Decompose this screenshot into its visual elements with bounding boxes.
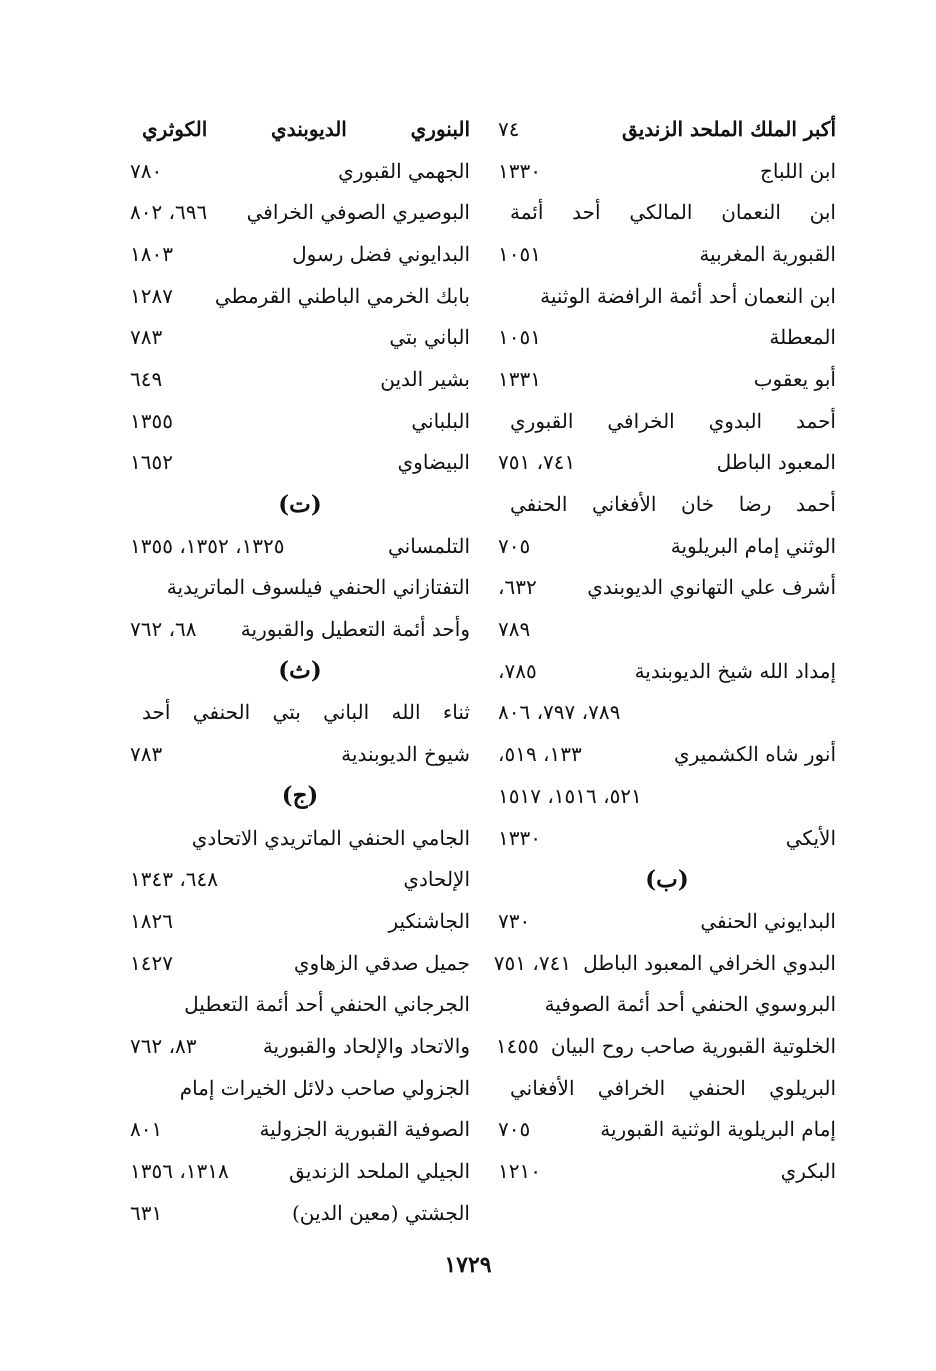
entry-name: الخلوتية القبورية صاحب روح البيان bbox=[550, 1033, 836, 1058]
entry-name: أبو يعقوب bbox=[753, 366, 836, 391]
index-entry bbox=[130, 858, 470, 900]
index-entry bbox=[130, 692, 470, 734]
index-entry bbox=[498, 692, 836, 734]
index-entry bbox=[498, 983, 836, 1025]
index-entry bbox=[130, 358, 470, 400]
entry-page-numbers: ١٣٢٥، ١٣٥٢، ١٣٥٥ bbox=[130, 533, 285, 558]
entry-name: التلمساني bbox=[387, 533, 470, 558]
entry-page-numbers: ٧٨٣ bbox=[130, 325, 163, 350]
entry-page-numbers: ٦٣١ bbox=[130, 1200, 163, 1225]
entry-name: الباني بتي bbox=[389, 325, 470, 350]
index-entry bbox=[130, 817, 470, 859]
entry-name: البدوي الخرافي المعبود الباطل bbox=[583, 950, 836, 975]
index-entry bbox=[498, 191, 836, 233]
entry-name: إمداد الله شيخ الديوبندية bbox=[634, 658, 836, 683]
index-entry bbox=[130, 1025, 470, 1067]
entry-name: أنور شاه الكشميري bbox=[674, 742, 836, 767]
letter-heading: (ج) bbox=[281, 782, 319, 810]
entry-page-numbers: ٧٤١، ٧٥١ bbox=[493, 950, 572, 975]
index-entry bbox=[130, 1109, 470, 1151]
index-entry bbox=[130, 1150, 470, 1192]
entry-name: البكري bbox=[780, 1159, 836, 1184]
index-column-left bbox=[130, 108, 470, 1234]
index-entry bbox=[498, 1150, 836, 1192]
entry-name: أحمد البدوي الخرافي القبوري bbox=[510, 408, 836, 433]
index-entry bbox=[498, 567, 836, 609]
entry-page-numbers: ٨٠١ bbox=[130, 1117, 163, 1142]
entry-name: البنوري الديوبندي الكوثري bbox=[142, 116, 470, 141]
index-entry bbox=[130, 983, 470, 1025]
index-entry bbox=[130, 442, 470, 484]
entry-name: وأحد أئمة التعطيل والقبورية bbox=[240, 617, 470, 642]
entry-name: ثناء الله الباني بتي الحنفي أحد bbox=[142, 700, 470, 725]
index-entry bbox=[130, 316, 470, 358]
entry-page-numbers: ١٣٥٥ bbox=[130, 408, 173, 433]
index-entry bbox=[130, 567, 470, 609]
entry-name: المعطلة bbox=[769, 325, 836, 350]
entry-page-numbers: ٧٨٩، ٧٩٧، ٨٠٦ bbox=[498, 700, 621, 725]
index-entry bbox=[498, 900, 836, 942]
entry-page-numbers: ١٠٥١ bbox=[498, 241, 541, 266]
letter-heading: (ب) bbox=[645, 865, 689, 893]
entry-page-numbers: ٧٨٥، bbox=[498, 658, 537, 683]
entry-name: البريلوي الحنفي الخرافي الأفغاني bbox=[510, 1075, 836, 1100]
entry-page-numbers: ٨٣، ٧٦٢ bbox=[130, 1033, 197, 1058]
entry-name: بابك الخرمي الباطني القرمطي bbox=[214, 283, 470, 308]
letter-heading: (ت) bbox=[278, 490, 322, 518]
index-entry bbox=[498, 525, 836, 567]
entry-name: إمام البريلوية الوثنية القبورية bbox=[600, 1117, 836, 1142]
index-column-right bbox=[493, 108, 836, 1192]
index-entry bbox=[130, 900, 470, 942]
entry-page-numbers: ١٣٣١ bbox=[498, 366, 541, 391]
entry-name: والاتحاد والإلحاد والقبورية bbox=[262, 1033, 470, 1058]
entry-page-numbers: ٧٣٠ bbox=[498, 908, 531, 933]
entry-name: الجامي الحنفي الماتريدي الاتحادي bbox=[191, 825, 470, 850]
entry-page-numbers: ٦٤٩ bbox=[130, 366, 163, 391]
entry-name: الصوفية القبورية الجزولية bbox=[259, 1117, 470, 1142]
index-entry bbox=[498, 358, 836, 400]
entry-name: الجزولي صاحب دلائل الخيرات إمام bbox=[179, 1075, 470, 1100]
entry-name: أكبر الملك الملحد الزنديق bbox=[622, 116, 836, 141]
entry-page-numbers: ٦٤٨، ١٣٤٣ bbox=[130, 867, 219, 892]
entry-name: ابن اللباج bbox=[759, 158, 836, 183]
entry-page-numbers: ٧٠٥ bbox=[498, 1117, 531, 1142]
index-entry bbox=[130, 608, 470, 650]
index-entry bbox=[498, 1109, 836, 1151]
entry-name: البوصيري الصوفي الخرافي bbox=[246, 200, 470, 225]
index-entry bbox=[498, 442, 836, 484]
entry-page-numbers: ١٤٥٥ bbox=[495, 1033, 539, 1058]
entry-name: الوثني إمام البريلوية bbox=[670, 533, 836, 558]
entry-name: جميل صدقي الزهاوي bbox=[293, 950, 470, 975]
entry-name: ابن النعمان أحد أئمة الرافضة الوثنية bbox=[540, 283, 836, 308]
index-entry bbox=[130, 108, 470, 150]
entry-name: البدايوني الحنفي bbox=[700, 908, 836, 933]
index-entry bbox=[498, 400, 836, 442]
index-entry bbox=[130, 275, 470, 317]
entry-page-numbers: ١٣٣٠ bbox=[498, 825, 541, 850]
index-entry bbox=[498, 817, 836, 859]
entry-page-numbers: ١٣٣٠ bbox=[498, 158, 541, 183]
index-entry bbox=[130, 233, 470, 275]
index-entry bbox=[130, 733, 470, 775]
entry-name: البيضاوي bbox=[397, 450, 470, 475]
entry-page-numbers: ٥٢١، ١٥١٦، ١٥١٧ bbox=[498, 783, 642, 808]
entry-name: البلباني bbox=[411, 408, 470, 433]
index-entry bbox=[498, 775, 836, 817]
entry-name: البدايوني فضل رسول bbox=[292, 241, 470, 266]
entry-page-numbers: ١٦٥٢ bbox=[130, 450, 173, 475]
index-entry bbox=[130, 150, 470, 192]
entry-page-numbers: ١٠٥١ bbox=[498, 325, 541, 350]
index-entry bbox=[130, 942, 470, 984]
entry-page-numbers: ٧٠٥ bbox=[498, 533, 531, 558]
entry-page-numbers: ١٣٣، ٥١٩، bbox=[498, 742, 582, 767]
entry-page-numbers: ١٣١٨، ١٣٥٦ bbox=[130, 1159, 229, 1184]
entry-page-numbers: ٦٩٦، ٨٠٢ bbox=[130, 200, 208, 225]
index-entry bbox=[498, 316, 836, 358]
entry-name: بشير الدين bbox=[380, 366, 470, 391]
entry-name: ابن النعمان المالكي أحد أئمة bbox=[510, 200, 836, 225]
entry-name: التفتازاني الحنفي فيلسوف الماتريدية bbox=[166, 575, 470, 600]
index-entry bbox=[498, 1067, 836, 1109]
index-entry bbox=[498, 233, 836, 275]
entry-name: الأيكي bbox=[785, 825, 836, 850]
entry-name: الجاشنكير bbox=[388, 908, 470, 933]
entry-name: أشرف علي التهانوي الديوبندي bbox=[587, 575, 836, 600]
index-entry bbox=[130, 191, 470, 233]
entry-name: الجيلي الملحد الزنديق bbox=[289, 1159, 470, 1184]
entry-page-numbers: ١٨٢٦ bbox=[130, 908, 173, 933]
index-entry bbox=[493, 942, 836, 984]
index-entry bbox=[498, 108, 836, 150]
entry-name: القبورية المغربية bbox=[699, 241, 836, 266]
index-entry bbox=[495, 1025, 836, 1067]
entry-page-numbers: ٧٤١، ٧٥١ bbox=[498, 450, 576, 475]
entry-name: الجهمي القبوري bbox=[338, 158, 470, 183]
letter-heading: (ث) bbox=[278, 657, 322, 685]
entry-page-numbers: ١٤٢٧ bbox=[130, 950, 173, 975]
index-entry bbox=[130, 1067, 470, 1109]
index-entry bbox=[130, 525, 470, 567]
index-entry bbox=[130, 400, 470, 442]
entry-name: الجرجاني الحنفي أحد أئمة التعطيل bbox=[184, 992, 470, 1017]
entry-page-numbers: ١٨٠٣ bbox=[130, 241, 173, 266]
entry-name: البروسوي الحنفي أحد أئمة الصوفية bbox=[544, 992, 836, 1017]
entry-name: الجشتي (معين الدين) bbox=[292, 1200, 470, 1225]
entry-name: أحمد رضا خان الأفغاني الحنفي bbox=[510, 492, 836, 517]
index-entry bbox=[498, 733, 836, 775]
entry-name: شيوخ الديوبندية bbox=[341, 742, 470, 767]
entry-page-numbers: ١٢٨٧ bbox=[130, 283, 173, 308]
index-entry bbox=[498, 150, 836, 192]
entry-page-numbers: ٧٨٩ bbox=[498, 617, 531, 642]
entry-page-numbers: ٧٤ bbox=[498, 116, 520, 141]
index-entry bbox=[498, 275, 836, 317]
entry-name: المعبود الباطل bbox=[716, 450, 836, 475]
index-entry bbox=[498, 650, 836, 692]
page-number: ١٧٢٩ bbox=[444, 1252, 492, 1278]
index-entry bbox=[498, 608, 836, 650]
entry-name: الإلحادي bbox=[403, 867, 470, 892]
entry-page-numbers: ٦٨، ٧٦٢ bbox=[130, 617, 197, 642]
entry-page-numbers: ٧٨٠ bbox=[130, 158, 163, 183]
index-entry bbox=[498, 483, 836, 525]
entry-page-numbers: ٦٣٢، bbox=[498, 575, 537, 600]
entry-page-numbers: ١٢١٠ bbox=[498, 1159, 541, 1184]
index-entry bbox=[130, 1192, 470, 1234]
entry-page-numbers: ٧٨٣ bbox=[130, 742, 163, 767]
